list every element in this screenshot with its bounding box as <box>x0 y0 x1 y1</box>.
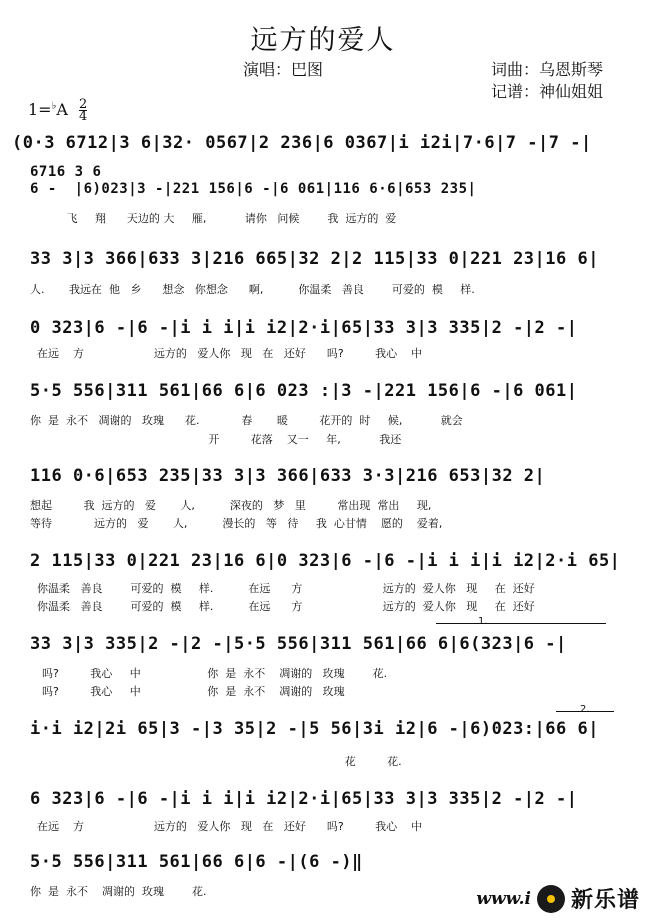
notation-line-11: 5·5 556|311 561|66 6|6 -|(6 -)‖ <box>30 852 363 872</box>
transcriber-credit: 记谱：神仙姐姐 <box>491 82 604 101</box>
watermark-url: www.i <box>476 888 531 909</box>
notation-line-10: 6 323|6 -|6 -|i i i|i i2|2·i|65|33 3|3 335|2 -|2 -| <box>30 789 578 809</box>
key-signature <box>28 99 87 122</box>
notation-line-5: 5·5 556|311 561|66 6|6 023 :|3 -|221 156|6 -|6 061| <box>30 381 578 401</box>
volta-2-label: 2. <box>580 704 590 715</box>
lyric-line-6a: 想起 我 远方的 爱 人, 深夜的 梦 里 常出现 常出 现, <box>30 499 432 512</box>
lyric-line-7b: 你温柔 善良 可爱的 模 样. 在远 方 远方的 爱人你 现 在 还好 <box>30 600 535 613</box>
lyric-line-10: 在远 方 远方的 爱人你 现 在 还好 吗? 我心 中 <box>30 820 423 833</box>
notation-line-2: 6716 3 6 6 - |6)023|3 -|221 156|6 -|6 061|116 6·6|653 235| <box>30 164 477 197</box>
notation-line-9: i·i i2|2i 65|3 -|3 35|2 -|5 56|3i i2|6 -|6)023:|66 6| <box>30 719 599 739</box>
lyric-line-5b: 开 花落 又一 年, 我还 <box>30 433 402 446</box>
composer-credit: 词曲：乌恩斯琴 <box>491 60 604 79</box>
page-title: 远方的爱人 <box>250 25 396 56</box>
singer-credit: 演唱：巴图 <box>243 60 324 79</box>
key-note: A <box>56 100 68 119</box>
logo-disc-icon <box>537 885 565 913</box>
notation-line-7: 2 115|33 0|221 23|16 6|0 323|6 -|6 -|i i i|i i2|2·i 65| <box>30 551 621 571</box>
watermark-brand: 新乐谱 <box>570 888 640 913</box>
lyric-line-7a: 你温柔 善良 可爱的 模 样. 在远 方 远方的 爱人你 现 在 还好 <box>30 582 535 595</box>
notation-line-4: 0 323|6 -|6 -|i i i|i i2|2·i|65|33 3|3 335|2 -|2 -| <box>30 318 578 338</box>
lyric-line-8b: 吗? 我心 中 你 是 永不 凋谢的 玫瑰 <box>42 685 345 698</box>
lyric-line-4: 在远 方 远方的 爱人你 现 在 还好 吗? 我心 中 <box>30 347 423 360</box>
lyric-line-2: 飞 翔 天边的 大 雁, 请你 问候 我 远方的 爱 <box>28 212 397 225</box>
lyric-line-5a: 你 是 永不 凋谢的 玫瑰 花. 春 暖 花开的 时 候, 就会 <box>30 414 463 427</box>
lyric-line-11: 你 是 永不 凋谢的 玫瑰 花. <box>30 885 207 898</box>
site-watermark <box>476 883 640 914</box>
flat-symbol: ♭ <box>51 100 57 112</box>
lyric-line-6b: 等待 远方的 爱 人, 漫长的 等 待 我 心甘情 愿的 爱着, <box>30 517 443 530</box>
notation-line-3: 33 3|3 366|633 3|216 665|32 2|2 115|33 0|221 23|16 6| <box>30 249 599 269</box>
volta-1-label: 1. <box>478 616 488 627</box>
notation-line-6: 116 0·6|653 235|33 3|3 366|633 3·3|216 653|32 2| <box>30 466 546 486</box>
time-signature: $\frac{2}{4}$ <box>78 97 88 124</box>
lyric-line-9: 花 花. <box>30 755 402 768</box>
key-label: 1= <box>28 100 52 119</box>
volta-1-bracket <box>436 623 606 624</box>
lyric-line-3: 人. 我远在 他 乡 想念 你想念 啊, 你温柔 善良 可爱的 模 样. <box>30 283 475 296</box>
notation-line-8: 33 3|3 335|2 -|2 -|5·5 556|311 561|66 6|6(323|6 -| <box>30 634 567 654</box>
notation-line-1: (0·3 6712|3 6|32· 0567|2 236|6 0367|i i2i|7·6|7 -|7 -| <box>12 133 592 153</box>
lyric-line-8a: 吗? 我心 中 你 是 永不 凋谢的 玫瑰 花. <box>42 667 388 680</box>
